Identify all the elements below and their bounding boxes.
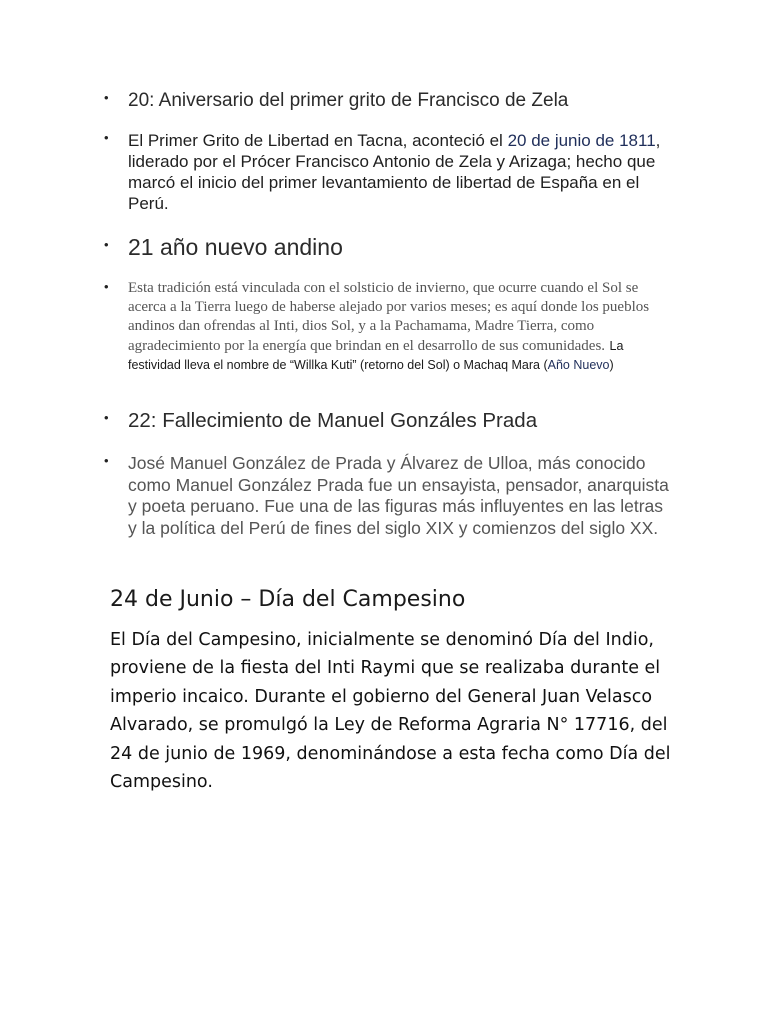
item-paragraph [128, 279, 664, 374]
list-item [104, 130, 664, 214]
bullet-marker: • [104, 237, 109, 252]
section-block [110, 586, 670, 614]
small-paragraph: La festividad lleva el nombre de “Willka Kuti” (retorno del Sol) o Machaq Mara ( [128, 338, 624, 372]
list-item [104, 90, 664, 111]
bullet-marker: • [104, 279, 109, 294]
section-paragraph: El Día del Campesino, inicialmente se denominó Día del Indio, proviene de la fiesta del Inti Raymi que se realizaba durante el imperio incaico. Durante el gobierno del General Juan Velasco Alvarado, se promulgó la Ley de Reforma Agraria N° 17716, del 24 de junio de 1969, denominándose a esta fecha como Día del Campesino. [110, 630, 671, 793]
small-highlight: Año Nuevo [547, 357, 610, 372]
paragraph-text: , liderado por el Prócer Francisco Antonio de Zela y Arizaga; hecho que marcó el inicio del primer levantamiento de libertad de España en el Perú. [128, 131, 661, 213]
item-heading: 20: Aniversario del primer grito de Francisco de Zela [128, 90, 569, 111]
bullet-marker: • [104, 90, 109, 105]
item-heading: 22: Fallecimiento de Manuel Gonzáles Prada [128, 409, 538, 432]
date-highlight: 20 de junio de 1811 [507, 131, 656, 150]
item-paragraph [128, 130, 664, 214]
list-item [104, 410, 664, 431]
item-heading: 21 año nuevo andino [128, 234, 343, 260]
bullet-marker: • [104, 453, 109, 468]
bullet-marker: • [104, 410, 109, 425]
section-heading: 24 de Junio – Día del Campesino [110, 587, 466, 612]
small-paragraph-end: ) [609, 357, 614, 372]
paragraph-text: El Primer Grito de Libertad en Tacna, aconteció el [128, 131, 508, 150]
list-item [104, 453, 674, 539]
serif-paragraph: Esta tradición está vinculada con el solsticio de invierno, que ocurre cuando el Sol se acerca a la Tierra luego de haberse alejado por varios meses; es aquí donde los pueblos andinos dan ofrendas al Inti, dios Sol, y a la Pachamama, Madre Tierra, como agradecimiento por la energía que brindan en el desarrollo de sus comunidades. [128, 280, 650, 354]
bullet-marker: • [104, 130, 109, 145]
list-item [104, 234, 664, 260]
item-paragraph: José Manuel González de Prada y Álvarez de Ulloa, más conocido como Manuel González Prada fue un ensayista, pensador, anarquista y poeta peruano. Fue una de las figuras más influyentes en las letras y la política del Perú de fines del siglo XIX y comienzos del siglo XX. [128, 453, 669, 538]
list-item [104, 279, 664, 374]
